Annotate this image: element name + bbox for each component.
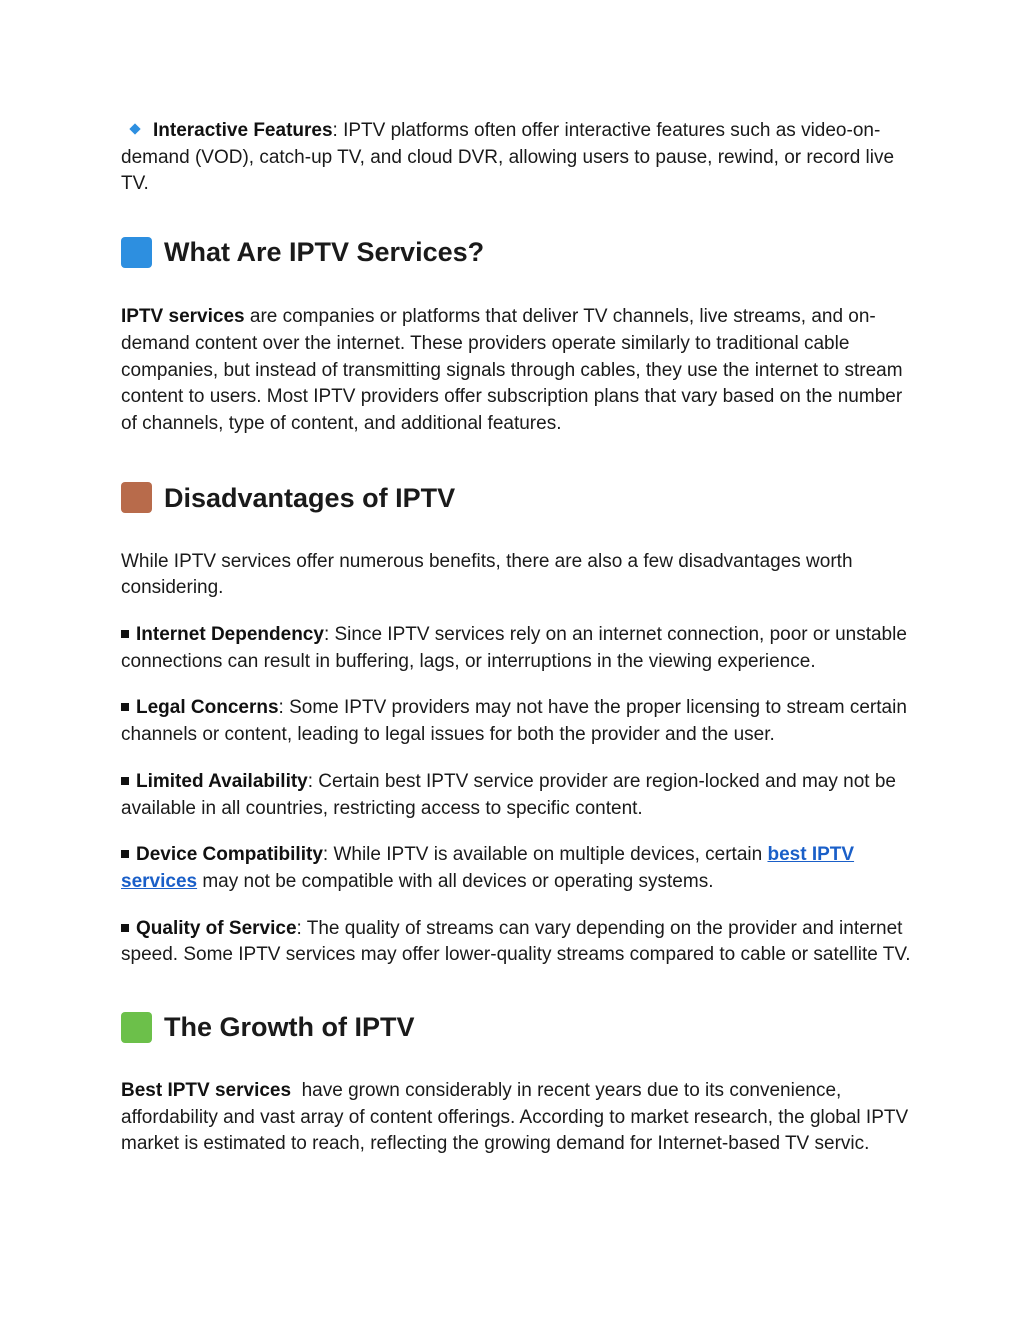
list-item-term: Quality of Service: [136, 917, 297, 939]
list-item-device-compatibility: [121, 842, 911, 895]
list-item-term: Internet Dependency: [136, 624, 324, 646]
brown-square-icon: [121, 482, 152, 513]
interactive-features-paragraph: [121, 118, 911, 198]
section-heading-text: The Growth of IPTV: [164, 1012, 415, 1043]
disadvantages-intro: While IPTV services offer numerous benefits, there are also a few disadvantages worth considering.: [121, 550, 853, 599]
list-item-text: : While IPTV is available on multiple devices, certain: [322, 844, 768, 866]
list-item-internet-dependency: [121, 622, 911, 675]
list-item-term: Legal Concerns: [136, 697, 279, 719]
square-bullet-icon: [121, 924, 129, 932]
growth-paragraph: [121, 1078, 914, 1158]
list-item-text: : Since IPTV services rely on an internet connection, poor or unstable connections can result in buffering, lags, or interruptions in the viewing experience.: [121, 624, 907, 672]
square-bullet-icon: [121, 777, 129, 785]
section-heading-text: What Are IPTV Services?: [164, 237, 485, 268]
square-bullet-icon: [121, 850, 129, 858]
section-heading-text: Disadvantages of IPTV: [164, 482, 456, 513]
small-blue-diamond-icon: [129, 123, 140, 134]
document-content: [121, 118, 914, 1158]
what-are-iptv-text: are companies or platforms that deliver TV channels, live streams, and on-demand content over the internet. These providers operate similarly to traditional cable companies, but instead of transmitting signals through cables, they use the internet to stream content to users. Most IPTV providers offer subscription plans that vary based on the number of channels, type of content, and additional features.: [121, 306, 903, 434]
section-heading-disadvantages: [121, 480, 911, 516]
interactive-features-term: Interactive Features: [153, 120, 333, 141]
list-item-legal-concerns: [121, 695, 911, 748]
list-item-text-after: may not be compatible with all devices or operating systems.: [197, 870, 714, 892]
list-item-text: : Some IPTV providers may not have the proper licensing to stream certain channels or content, leading to legal issues for both the provider and the user.: [121, 697, 907, 746]
interactive-features-text: : IPTV platforms often offer interactive features such as video-on-demand (VOD), catch-up TV, and cloud DVR, allowing users to pause, rewind, or record live TV.: [121, 120, 895, 195]
square-bullet-icon: [121, 630, 129, 638]
list-item-text: : The quality of streams can vary depending on the provider and internet speed. Some IPTV services may offer lower-quality streams compared to cable or satellite TV.: [121, 917, 911, 966]
list-item-term: Limited Availability: [136, 770, 308, 792]
best-iptv-services-link[interactable]: best IPTV services: [121, 844, 855, 892]
list-item-term: Device Compatibility: [136, 844, 323, 866]
section-heading-what-are-iptv: [121, 234, 911, 270]
square-bullet-icon: [121, 703, 129, 711]
green-square-icon: [121, 1012, 152, 1043]
best-iptv-services-term: Best IPTV services: [121, 1080, 292, 1102]
list-item-quality-of-service: [121, 916, 911, 969]
section-heading-growth: [121, 1009, 911, 1045]
list-item-limited-availability: [121, 769, 911, 822]
iptv-services-term: IPTV services: [121, 306, 245, 328]
what-are-iptv-paragraph: [121, 304, 911, 438]
growth-text: have grown considerably in recent years due to its convenience, affordability and vast array of content offerings. According to market research, the global IPTV market is estimated to reach, reflecting the growing demand for Internet-based TV servic.: [121, 1080, 914, 1155]
blue-square-icon: [121, 237, 152, 268]
list-item-text: : Certain best IPTV service provider are region-locked and may not be available in all countries, restricting access to specific content.: [121, 770, 896, 819]
